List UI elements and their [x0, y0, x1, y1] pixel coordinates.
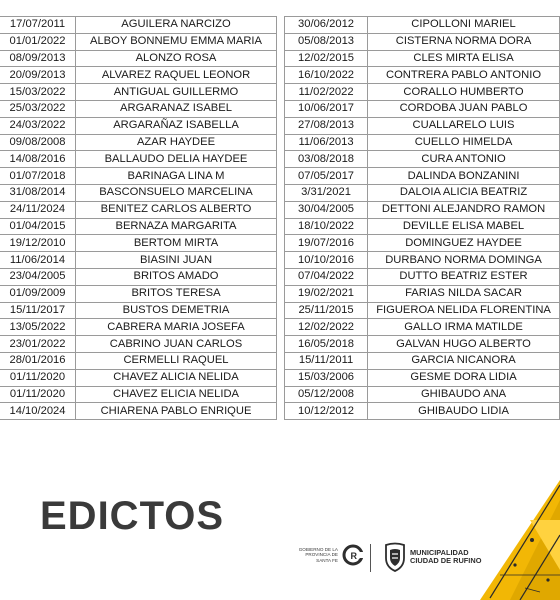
date-cell: 10/12/2012	[285, 403, 368, 420]
table-row	[285, 17, 560, 34]
date-cell: 01/11/2020	[0, 386, 76, 403]
table-row	[0, 252, 277, 269]
name-cell: BRITOS TERESA	[76, 285, 277, 302]
date-cell: 24/03/2022	[0, 117, 76, 134]
date-cell: 28/01/2016	[0, 352, 76, 369]
date-cell: 23/01/2022	[0, 336, 76, 353]
name-cell: BENITEZ CARLOS ALBERTO	[76, 201, 277, 218]
table-row	[0, 201, 277, 218]
table-row	[0, 67, 277, 84]
date-cell: 10/06/2017	[285, 100, 368, 117]
date-cell: 19/02/2021	[285, 285, 368, 302]
rufino-shield-icon	[384, 542, 406, 572]
date-cell: 15/03/2022	[0, 84, 76, 101]
date-cell: 31/08/2014	[0, 184, 76, 201]
table-row	[0, 285, 277, 302]
date-cell: 07/04/2022	[285, 268, 368, 285]
name-cell: AZAR HAYDEE	[76, 134, 277, 151]
name-cell: BASCONSUELO MARCELINA	[76, 184, 277, 201]
table-row	[285, 352, 560, 369]
name-cell: BALLAUDO DELIA HAYDEE	[76, 151, 277, 168]
name-cell: GHIBAUDO ANA	[368, 386, 560, 403]
name-cell: GALVAN HUGO ALBERTO	[368, 336, 560, 353]
name-cell: ALVAREZ RAQUEL LEONOR	[76, 67, 277, 84]
date-cell: 15/11/2017	[0, 302, 76, 319]
date-cell: 25/03/2022	[0, 100, 76, 117]
table-row	[285, 151, 560, 168]
table-row	[285, 184, 560, 201]
name-cell: CHAVEZ ALICIA NELIDA	[76, 369, 277, 386]
table-row	[0, 168, 277, 185]
name-cell: CURA ANTONIO	[368, 151, 560, 168]
name-cell: ARGARANAZ ISABEL	[76, 100, 277, 117]
date-cell: 19/12/2010	[0, 235, 76, 252]
date-cell: 03/08/2018	[285, 151, 368, 168]
table-row	[285, 369, 560, 386]
name-cell: BRITOS AMADO	[76, 268, 277, 285]
name-cell: ALONZO ROSA	[76, 50, 277, 67]
name-cell: FARIAS NILDA SACAR	[368, 285, 560, 302]
table-row	[285, 285, 560, 302]
name-cell: CORALLO HUMBERTO	[368, 84, 560, 101]
gov-logo-text	[298, 547, 338, 563]
date-cell: 16/05/2018	[285, 336, 368, 353]
gov-mark-letter: R	[350, 551, 357, 561]
name-cell: CLES MIRTA ELISA	[368, 50, 560, 67]
name-cell: CERMELLI RAQUEL	[76, 352, 277, 369]
table-row	[0, 184, 277, 201]
date-cell: 30/04/2005	[285, 201, 368, 218]
date-cell: 20/09/2013	[0, 67, 76, 84]
date-cell: 3/31/2021	[285, 184, 368, 201]
date-cell: 12/02/2015	[285, 50, 368, 67]
date-cell: 11/06/2014	[0, 252, 76, 269]
edicts-table-sheet	[0, 16, 560, 421]
name-cell: GALLO IRMA MATILDE	[368, 319, 560, 336]
table-row	[285, 201, 560, 218]
name-cell: CIPOLLONI MARIEL	[368, 17, 560, 34]
name-cell: BIASINI JUAN	[76, 252, 277, 269]
date-cell: 18/10/2022	[285, 218, 368, 235]
yellow-geometric-decoration	[470, 480, 560, 600]
name-cell: CABRERA MARIA JOSEFA	[76, 319, 277, 336]
date-cell: 15/11/2011	[285, 352, 368, 369]
table-row	[285, 403, 560, 420]
table-row	[0, 151, 277, 168]
name-cell: DUTTO BEATRIZ ESTER	[368, 268, 560, 285]
table-row	[0, 235, 277, 252]
date-cell: 12/02/2022	[285, 319, 368, 336]
table-row	[285, 302, 560, 319]
table-row	[0, 336, 277, 353]
name-cell: CHAVEZ ELICIA NELIDA	[76, 386, 277, 403]
table-row	[285, 100, 560, 117]
table-row	[285, 84, 560, 101]
name-cell: FIGUEROA NELIDA FLORENTINA	[368, 302, 560, 319]
date-cell: 14/08/2016	[0, 151, 76, 168]
table-row	[0, 302, 277, 319]
name-cell: CHIARENA PABLO ENRIQUE	[76, 403, 277, 420]
name-cell: CUELLO HIMELDA	[368, 134, 560, 151]
table-row	[0, 33, 277, 50]
name-cell: GHIBAUDO LIDIA	[368, 403, 560, 420]
name-cell: GARCIA NICANORA	[368, 352, 560, 369]
date-cell: 10/10/2016	[285, 252, 368, 269]
date-cell: 14/10/2024	[0, 403, 76, 420]
date-cell: 27/08/2013	[285, 117, 368, 134]
date-cell: 13/05/2022	[0, 319, 76, 336]
name-cell: BERNAZA MARGARITA	[76, 218, 277, 235]
date-cell: 05/08/2013	[285, 33, 368, 50]
date-cell: 01/01/2022	[0, 33, 76, 50]
santa-fe-gov-icon	[342, 544, 364, 566]
rufino-municipality-logo	[384, 542, 481, 572]
name-cell: DEVILLE ELISA MABEL	[368, 218, 560, 235]
table-row	[285, 67, 560, 84]
gov-logo-line: PROVINCIA DE SANTA FE	[305, 552, 338, 563]
edicts-table-right	[284, 16, 560, 420]
name-cell: GESME DORA LIDIA	[368, 369, 560, 386]
name-cell: DURBANO NORMA DOMINGA	[368, 252, 560, 269]
date-cell: 25/11/2015	[285, 302, 368, 319]
date-cell: 05/12/2008	[285, 386, 368, 403]
table-row	[0, 100, 277, 117]
table-row	[285, 134, 560, 151]
table-row	[0, 369, 277, 386]
name-cell: CUALLARELO LUIS	[368, 117, 560, 134]
date-cell: 16/10/2022	[285, 67, 368, 84]
date-cell: 24/11/2024	[0, 201, 76, 218]
name-cell: ANTIGUAL GUILLERMO	[76, 84, 277, 101]
date-cell: 15/03/2006	[285, 369, 368, 386]
table-row	[285, 386, 560, 403]
gov-logo-line: GOBIERNO DE LA	[298, 547, 338, 553]
date-cell: 11/02/2022	[285, 84, 368, 101]
muni-logo-line2: CIUDAD DE RUFINO	[410, 556, 482, 565]
page-title: EDICTOS	[40, 494, 225, 538]
date-cell: 23/04/2005	[0, 268, 76, 285]
table-row	[285, 336, 560, 353]
name-cell: DOMINGUEZ HAYDEE	[368, 235, 560, 252]
name-cell: ALBOY BONNEMU EMMA MARIA	[76, 33, 277, 50]
table-row	[285, 319, 560, 336]
date-cell: 30/06/2012	[285, 17, 368, 34]
date-cell: 01/07/2018	[0, 168, 76, 185]
name-cell: DALINDA BONZANINI	[368, 168, 560, 185]
date-cell: 01/11/2020	[0, 369, 76, 386]
name-cell: AGUILERA NARCIZO	[76, 17, 277, 34]
logo-divider	[370, 544, 371, 572]
table-row	[0, 386, 277, 403]
table-row	[285, 268, 560, 285]
date-cell: 11/06/2013	[285, 134, 368, 151]
name-cell: DALOIA ALICIA BEATRIZ	[368, 184, 560, 201]
table-row	[0, 117, 277, 134]
date-cell: 09/08/2008	[0, 134, 76, 151]
table-row	[285, 168, 560, 185]
date-cell: 01/04/2015	[0, 218, 76, 235]
table-row	[0, 352, 277, 369]
table-row	[0, 134, 277, 151]
table-row	[0, 50, 277, 67]
name-cell: BUSTOS DEMETRIA	[76, 302, 277, 319]
name-cell: ARGARAÑAZ ISABELLA	[76, 117, 277, 134]
table-row	[285, 50, 560, 67]
name-cell: CONTRERA PABLO ANTONIO	[368, 67, 560, 84]
table-row	[0, 84, 277, 101]
name-cell: CORDOBA JUAN PABLO	[368, 100, 560, 117]
table-row	[285, 117, 560, 134]
table-row	[0, 218, 277, 235]
footer-banner	[0, 430, 560, 600]
date-cell: 08/09/2013	[0, 50, 76, 67]
santa-fe-gov-logo	[298, 544, 364, 566]
table-row	[285, 218, 560, 235]
name-cell: BARINAGA LINA M	[76, 168, 277, 185]
table-row	[0, 403, 277, 420]
table-row	[0, 17, 277, 34]
edicts-table-left	[0, 16, 277, 420]
name-cell: DETTONI ALEJANDRO RAMON	[368, 201, 560, 218]
muni-logo-line1: MUNICIPALIDAD	[410, 548, 469, 557]
table-row	[0, 319, 277, 336]
table-row	[285, 252, 560, 269]
date-cell: 01/09/2009	[0, 285, 76, 302]
date-cell: 19/07/2016	[285, 235, 368, 252]
table-row	[285, 33, 560, 50]
table-row	[0, 268, 277, 285]
name-cell: BERTOM MIRTA	[76, 235, 277, 252]
table-row	[285, 235, 560, 252]
name-cell: CISTERNA NORMA DORA	[368, 33, 560, 50]
date-cell: 07/05/2017	[285, 168, 368, 185]
name-cell: CABRINO JUAN CARLOS	[76, 336, 277, 353]
date-cell: 17/07/2011	[0, 17, 76, 34]
